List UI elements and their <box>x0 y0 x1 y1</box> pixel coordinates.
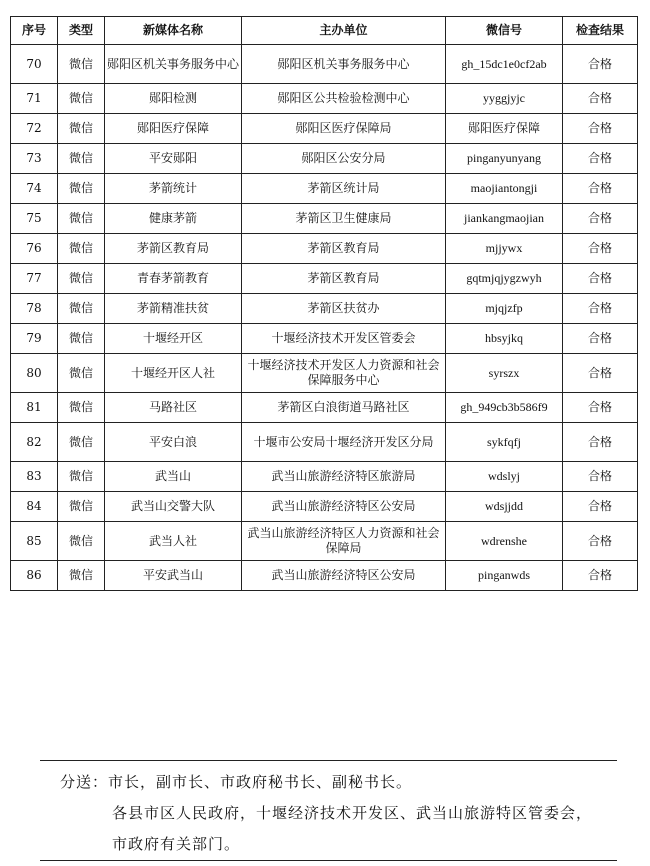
cell-organizer: 茅箭区扶贫办 <box>242 294 446 324</box>
cell-organizer: 武当山旅游经济特区旅游局 <box>242 462 446 492</box>
cell-wechat-id: gh_949cb3b586f9 <box>446 393 563 423</box>
table-row <box>11 522 638 561</box>
cell-type: 微信 <box>58 204 105 234</box>
cell-media-name: 平安白浪 <box>105 423 242 462</box>
cell-organizer: 茅箭区教育局 <box>242 264 446 294</box>
table-row <box>11 144 638 174</box>
cell-organizer: 十堰经济技术开发区人力资源和社会保障服务中心 <box>242 354 446 393</box>
cell-media-name: 平安郧阳 <box>105 144 242 174</box>
cell-wechat-id: jiankangmaojian <box>446 204 563 234</box>
cell-result: 合格 <box>563 234 638 264</box>
cell-media-name: 十堰经开区人社 <box>105 354 242 393</box>
table-row <box>11 204 638 234</box>
media-check-table <box>10 16 638 591</box>
cell-media-name: 郧阳检测 <box>105 84 242 114</box>
cell-wechat-id: yyggjyjc <box>446 84 563 114</box>
cell-result: 合格 <box>563 144 638 174</box>
cell-no: 75 <box>11 204 58 234</box>
cell-media-name: 茅箭区教育局 <box>105 234 242 264</box>
table-row <box>11 114 638 144</box>
cell-no: 83 <box>11 462 58 492</box>
cell-type: 微信 <box>58 522 105 561</box>
cell-media-name: 武当山 <box>105 462 242 492</box>
cell-no: 81 <box>11 393 58 423</box>
cell-type: 微信 <box>58 234 105 264</box>
cell-no: 79 <box>11 324 58 354</box>
header-result: 检查结果 <box>563 17 638 45</box>
cell-type: 微信 <box>58 84 105 114</box>
cell-type: 微信 <box>58 294 105 324</box>
cell-no: 72 <box>11 114 58 144</box>
cell-no: 70 <box>11 45 58 84</box>
cell-result: 合格 <box>563 393 638 423</box>
cell-wechat-id: syrszx <box>446 354 563 393</box>
cell-no: 80 <box>11 354 58 393</box>
cell-media-name: 青春茅箭教育 <box>105 264 242 294</box>
cell-type: 微信 <box>58 393 105 423</box>
cell-no: 73 <box>11 144 58 174</box>
table-row <box>11 462 638 492</box>
cell-no: 84 <box>11 492 58 522</box>
cell-wechat-id: wdslyj <box>446 462 563 492</box>
cell-organizer: 郧阳区公共检验检测中心 <box>242 84 446 114</box>
cell-wechat-id: hbsyjkq <box>446 324 563 354</box>
cell-type: 微信 <box>58 561 105 591</box>
cell-type: 微信 <box>58 354 105 393</box>
table-row <box>11 324 638 354</box>
cell-wechat-id: gqtmjqjygzwyh <box>446 264 563 294</box>
cell-wechat-id: mjjywx <box>446 234 563 264</box>
cell-media-name: 健康茅箭 <box>105 204 242 234</box>
cell-result: 合格 <box>563 522 638 561</box>
cell-type: 微信 <box>58 462 105 492</box>
cell-type: 微信 <box>58 45 105 84</box>
header-wechat: 微信号 <box>446 17 563 45</box>
cell-media-name: 十堰经开区 <box>105 324 242 354</box>
cell-organizer: 十堰市公安局十堰经济开发区分局 <box>242 423 446 462</box>
distribution-line-3: 市政府有关部门。 <box>112 835 241 853</box>
cell-organizer: 茅箭区教育局 <box>242 234 446 264</box>
footer-bottom-rule <box>40 860 617 861</box>
cell-media-name: 茅箭精准扶贫 <box>105 294 242 324</box>
table-row <box>11 423 638 462</box>
header-type: 类型 <box>58 17 105 45</box>
cell-result: 合格 <box>563 204 638 234</box>
cell-organizer: 郧阳区公安分局 <box>242 144 446 174</box>
cell-organizer: 郧阳区机关事务服务中心 <box>242 45 446 84</box>
cell-result: 合格 <box>563 492 638 522</box>
header-name: 新媒体名称 <box>105 17 242 45</box>
cell-result: 合格 <box>563 423 638 462</box>
distribution-footer <box>40 767 630 860</box>
cell-result: 合格 <box>563 462 638 492</box>
cell-result: 合格 <box>563 561 638 591</box>
cell-organizer: 武当山旅游经济特区公安局 <box>242 492 446 522</box>
cell-wechat-id: pinganyunyang <box>446 144 563 174</box>
cell-result: 合格 <box>563 114 638 144</box>
cell-wechat-id: sykfqfj <box>446 423 563 462</box>
cell-media-name: 武当人社 <box>105 522 242 561</box>
cell-no: 86 <box>11 561 58 591</box>
cell-wechat-id: 郧阳医疗保障 <box>446 114 563 144</box>
cell-wechat-id: pinganwds <box>446 561 563 591</box>
table-row <box>11 45 638 84</box>
table-header-row <box>11 17 638 45</box>
distribution-line-1: 分送：市长，副市长、市政府秘书长、副秘书长。 <box>60 773 413 791</box>
cell-type: 微信 <box>58 144 105 174</box>
cell-result: 合格 <box>563 324 638 354</box>
table-row <box>11 492 638 522</box>
cell-type: 微信 <box>58 264 105 294</box>
table-row <box>11 294 638 324</box>
cell-result: 合格 <box>563 264 638 294</box>
cell-wechat-id: gh_15dc1e0cf2ab <box>446 45 563 84</box>
cell-type: 微信 <box>58 324 105 354</box>
cell-result: 合格 <box>563 294 638 324</box>
table-row <box>11 354 638 393</box>
cell-no: 74 <box>11 174 58 204</box>
cell-no: 85 <box>11 522 58 561</box>
cell-media-name: 武当山交警大队 <box>105 492 242 522</box>
footer-top-rule <box>40 760 617 761</box>
cell-organizer: 茅箭区统计局 <box>242 174 446 204</box>
cell-wechat-id: wdrenshe <box>446 522 563 561</box>
header-org: 主办单位 <box>242 17 446 45</box>
table-row <box>11 393 638 423</box>
cell-media-name: 马路社区 <box>105 393 242 423</box>
cell-media-name: 郧阳医疗保障 <box>105 114 242 144</box>
table-row <box>11 561 638 591</box>
distribution-line-2: 各县市区人民政府，十堰经济技术开发区、武当山旅游特区管委会， <box>112 804 593 822</box>
cell-organizer: 武当山旅游经济特区人力资源和社会保障局 <box>242 522 446 561</box>
cell-wechat-id: wdsjjdd <box>446 492 563 522</box>
cell-result: 合格 <box>563 174 638 204</box>
cell-no: 76 <box>11 234 58 264</box>
cell-result: 合格 <box>563 354 638 393</box>
cell-type: 微信 <box>58 423 105 462</box>
table-row <box>11 264 638 294</box>
table-row <box>11 174 638 204</box>
cell-media-name: 平安武当山 <box>105 561 242 591</box>
cell-no: 71 <box>11 84 58 114</box>
cell-result: 合格 <box>563 84 638 114</box>
cell-media-name: 郧阳区机关事务服务中心 <box>105 45 242 84</box>
cell-type: 微信 <box>58 114 105 144</box>
cell-no: 82 <box>11 423 58 462</box>
cell-wechat-id: maojiantongji <box>446 174 563 204</box>
cell-no: 78 <box>11 294 58 324</box>
cell-organizer: 武当山旅游经济特区公安局 <box>242 561 446 591</box>
cell-organizer: 茅箭区卫生健康局 <box>242 204 446 234</box>
cell-no: 77 <box>11 264 58 294</box>
cell-organizer: 郧阳区医疗保障局 <box>242 114 446 144</box>
table-row <box>11 84 638 114</box>
cell-media-name: 茅箭统计 <box>105 174 242 204</box>
cell-type: 微信 <box>58 492 105 522</box>
header-no: 序号 <box>11 17 58 45</box>
cell-organizer: 十堰经济技术开发区管委会 <box>242 324 446 354</box>
cell-wechat-id: mjqjzfp <box>446 294 563 324</box>
cell-organizer: 茅箭区白浪街道马路社区 <box>242 393 446 423</box>
cell-result: 合格 <box>563 45 638 84</box>
cell-type: 微信 <box>58 174 105 204</box>
table-row <box>11 234 638 264</box>
